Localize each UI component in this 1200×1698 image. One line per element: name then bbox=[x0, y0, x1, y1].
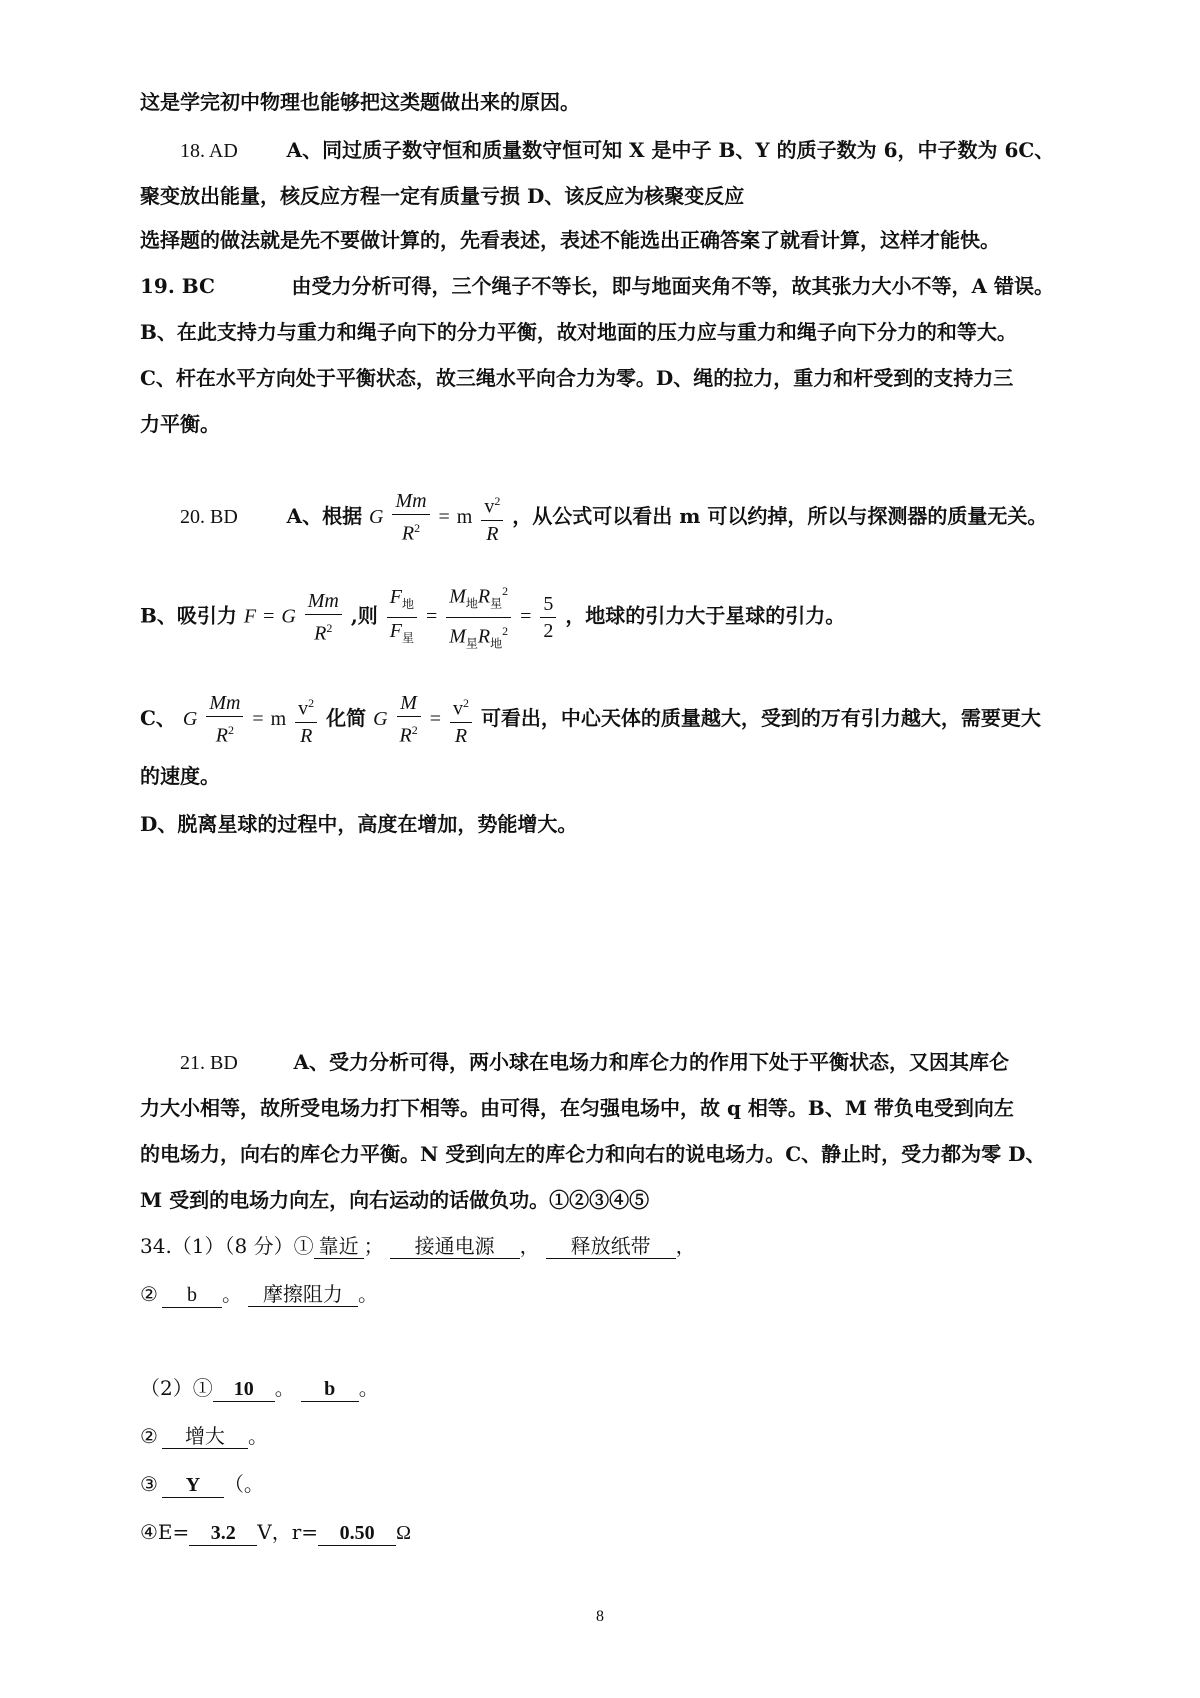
exponent: 2 bbox=[326, 620, 333, 635]
q20-b-pre: B、吸引力 bbox=[140, 603, 237, 628]
q21-answer: 21. BD bbox=[180, 1052, 238, 1074]
denominator: R bbox=[300, 724, 313, 747]
denominator: R bbox=[486, 522, 499, 545]
formula-fraction bbox=[392, 488, 429, 547]
exponent: 2 bbox=[414, 521, 421, 535]
exponent: 2 bbox=[227, 723, 234, 737]
item-marker: ③ bbox=[140, 1472, 158, 1496]
exponent: 2 bbox=[502, 584, 509, 598]
formula-symbol: m bbox=[456, 505, 473, 528]
q19-line-4: 力平衡。 bbox=[140, 412, 220, 436]
item-marker: ② bbox=[140, 1424, 158, 1448]
equals-sign: = bbox=[429, 707, 441, 730]
numerator: Mm bbox=[395, 490, 427, 512]
numerator: v bbox=[484, 495, 495, 518]
formula-fraction bbox=[206, 690, 243, 749]
answer-blank: b bbox=[162, 1283, 222, 1308]
q19-line-3: C、杆在水平方向处于平衡状态，故三绳水平向合力为零。D、绳的拉力，重力和杆受到的支持力三 bbox=[140, 366, 1014, 390]
exponent: 2 bbox=[308, 696, 315, 710]
q18-line-3: 选择题的做法就是先不要做计算的，先看表述，表述不能选出正确答案了就看计算，这样才能快。 bbox=[140, 228, 1000, 252]
answer-blank: 接通电源 bbox=[390, 1234, 520, 1259]
numerator: F bbox=[389, 585, 402, 608]
q20-answer: 20. BD bbox=[180, 505, 238, 528]
subscript: 星 bbox=[401, 630, 414, 645]
subscript: 地 bbox=[465, 596, 478, 611]
q19-answer: 19. BC bbox=[140, 274, 215, 298]
numerator: v bbox=[452, 697, 463, 720]
punctuation: 。 bbox=[221, 1282, 242, 1306]
denominator: R bbox=[401, 522, 415, 545]
q34-line-5 bbox=[140, 1470, 264, 1498]
denominator: R bbox=[399, 724, 412, 747]
q19-line-2: B、在此支持力与重力和绳子向下的分力平衡，故对地面的压力应与重力和绳子向下分力的和等大。 bbox=[140, 320, 1017, 344]
subscript: 星 bbox=[490, 596, 503, 611]
answer-blank: 释放纸带 bbox=[546, 1234, 676, 1259]
formula-fraction bbox=[295, 690, 317, 749]
formula-symbol: G bbox=[281, 605, 296, 628]
formula-fraction bbox=[481, 488, 503, 547]
q21-line-2: 力大小相等，故所受电场力打下相等。由可得，在匀强电场中，故 q 相等。B、M 带负电受到向左 bbox=[140, 1096, 1014, 1120]
q21-line-1 bbox=[180, 1048, 1009, 1077]
answer-blank: 0.50 bbox=[318, 1521, 396, 1546]
answer-blank: b bbox=[301, 1377, 359, 1402]
exponent: 2 bbox=[411, 723, 418, 737]
denominator: 2 bbox=[543, 619, 554, 642]
denominator: F bbox=[389, 619, 402, 642]
text-line: 这是学完初中物理也能够把这类题做出来的原因。 bbox=[140, 90, 580, 114]
q21-line-3: 的电场力，向右的库仑力平衡。N 受到向左的库仑力和向右的说电场力。C、静止时，受力都为零 D、 bbox=[140, 1142, 1046, 1166]
denominator: R bbox=[454, 724, 468, 747]
formula-symbol: F bbox=[243, 605, 257, 628]
punctuation: 。 bbox=[357, 1282, 378, 1306]
q34-line-1 bbox=[140, 1232, 696, 1260]
q20-c-mid: 化简 bbox=[326, 705, 367, 730]
formula-symbol: G bbox=[373, 707, 388, 730]
subscript: 星 bbox=[465, 636, 478, 651]
formula-fraction bbox=[446, 578, 511, 656]
formula-fraction bbox=[305, 588, 342, 647]
unit-ohm: Ω bbox=[396, 1522, 411, 1544]
q34-line-6 bbox=[140, 1518, 411, 1547]
punctuation: 。 bbox=[358, 1376, 379, 1400]
equals-sign: = bbox=[252, 707, 264, 730]
punctuation: 。 bbox=[274, 1376, 295, 1400]
item-marker: ② bbox=[140, 1282, 158, 1306]
q34-head: 34.（1）（8 分）① bbox=[140, 1234, 314, 1258]
q19-text: 由受力分析可得，三个绳子不等长，即与地面夹角不等，故其张力大小不等，A 错误。 bbox=[291, 274, 1055, 298]
punctuation: 。 bbox=[247, 1424, 268, 1448]
page-number: 8 bbox=[596, 1608, 604, 1625]
q34-line-4 bbox=[140, 1422, 268, 1450]
punctuation: （。 bbox=[223, 1472, 264, 1496]
q20-line-1 bbox=[180, 488, 1047, 547]
answer-blank: 摩擦阻力 bbox=[248, 1282, 358, 1307]
q34-line-2 bbox=[140, 1280, 378, 1308]
formula-fraction bbox=[450, 690, 472, 749]
punctuation: ； bbox=[363, 1234, 384, 1258]
answer-blank: 靠近 bbox=[314, 1234, 364, 1259]
equals-sign: = bbox=[263, 605, 275, 628]
formula-symbol: m bbox=[270, 707, 287, 730]
q20-text-pre: A、根据 bbox=[286, 503, 363, 528]
q21-line-4: M 受到的电场力向左，向右运动的话做负功。①②③④⑤ bbox=[140, 1188, 650, 1212]
punctuation: ， bbox=[519, 1234, 540, 1258]
answer-blank: 10 bbox=[213, 1377, 275, 1402]
q20-line-d: D、脱离星球的过程中，高度在增加，势能增大。 bbox=[140, 812, 578, 836]
q18-text: A、同过质子数守恒和质量数守恒可知 X 是中子 B、Y 的质子数为 6，中子数为 6C、 bbox=[286, 138, 1055, 162]
formula-symbol: G bbox=[369, 505, 384, 528]
numerator: M bbox=[449, 585, 466, 608]
numerator: R bbox=[477, 585, 491, 608]
exponent: 2 bbox=[494, 494, 501, 508]
q18-line-1 bbox=[180, 136, 1054, 165]
denominator: R bbox=[314, 622, 327, 645]
q20-b-post: ，地球的引力大于星球的引力。 bbox=[565, 603, 846, 628]
q19-line-1 bbox=[140, 272, 1054, 300]
q20-c-pre: C、 bbox=[140, 705, 176, 730]
subscript: 地 bbox=[490, 636, 503, 651]
q18-answer: 18. AD bbox=[180, 140, 238, 162]
q20-line-c2: 的速度。 bbox=[140, 764, 220, 788]
q34-line-3 bbox=[140, 1374, 379, 1402]
numerator: M bbox=[400, 692, 417, 714]
denominator: R bbox=[215, 724, 228, 747]
punctuation: ， bbox=[675, 1234, 696, 1258]
equals-sign: = bbox=[438, 505, 450, 528]
subscript: 地 bbox=[401, 596, 414, 611]
q20-line-b bbox=[140, 578, 845, 656]
q20-text-post: ，从公式可以看出 m 可以约掉，所以与探测器的质量无关。 bbox=[512, 503, 1048, 528]
q21-text: A、受力分析可得，两小球在电场力和库仑力的作用下处于平衡状态，又因其库仑 bbox=[293, 1050, 1010, 1074]
exponent: 2 bbox=[462, 696, 469, 710]
q34-part2-head: （2）① bbox=[140, 1376, 213, 1400]
resistance-label: V，r= bbox=[257, 1520, 319, 1544]
answer-blank: 增大 bbox=[162, 1424, 248, 1449]
formula-fraction bbox=[387, 584, 417, 651]
formula-symbol: G bbox=[182, 707, 198, 730]
formula-fraction bbox=[397, 690, 421, 749]
q20-b-mid: ,则 bbox=[350, 603, 378, 628]
equals-sign: = bbox=[520, 605, 532, 628]
equals-sign: = bbox=[425, 605, 438, 628]
exponent: 2 bbox=[502, 623, 509, 638]
answer-blank: 3.2 bbox=[189, 1521, 257, 1546]
q18-line-2: 聚变放出能量，核反应方程一定有质量亏损 D、该反应为核聚变反应 bbox=[140, 184, 745, 208]
q20-c-post: 可看出，中心天体的质量越大，受到的万有引力越大，需要更大 bbox=[480, 705, 1041, 730]
formula-fraction bbox=[540, 591, 556, 644]
numerator: Mm bbox=[307, 589, 339, 612]
numerator: Mm bbox=[209, 692, 241, 714]
q20-line-c bbox=[140, 690, 1041, 749]
answer-blank: Y bbox=[162, 1473, 224, 1498]
denominator: M bbox=[449, 625, 466, 648]
emf-label: ④E= bbox=[140, 1520, 190, 1544]
denominator: R bbox=[477, 625, 491, 648]
numerator: 5 bbox=[540, 591, 556, 618]
numerator: v bbox=[298, 697, 309, 720]
